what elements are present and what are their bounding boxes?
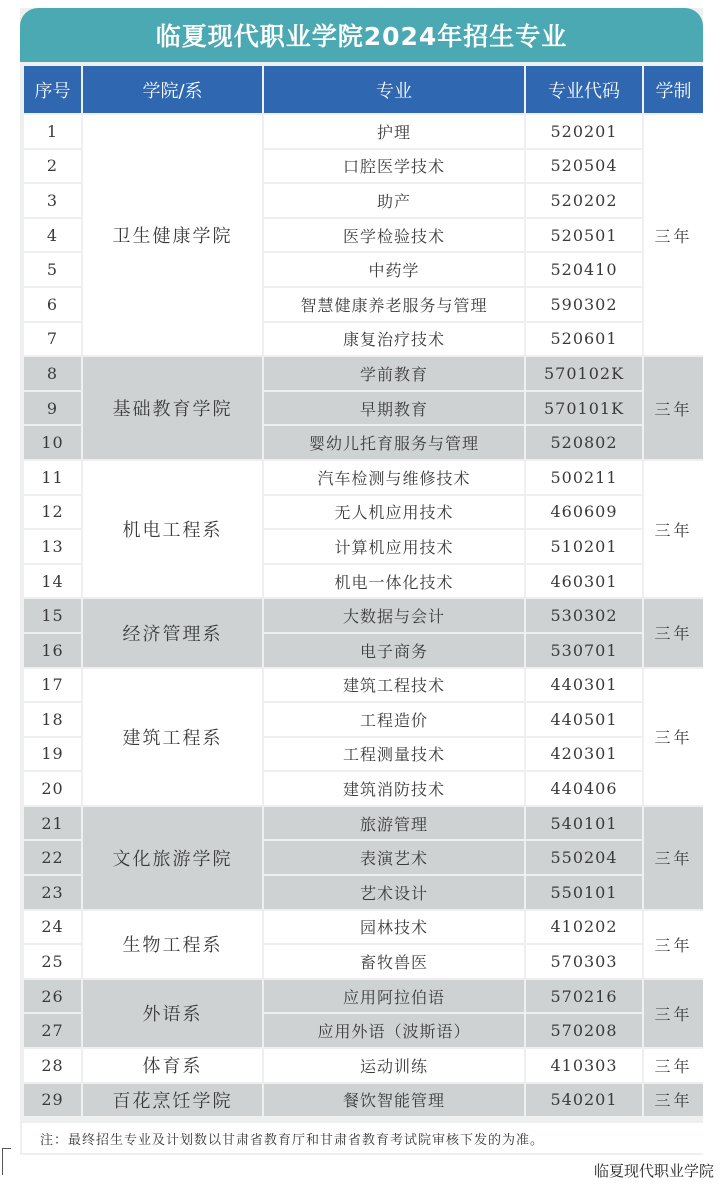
footnote (22, 1123, 703, 1153)
table-row (24, 115, 703, 148)
college-name: 文化旅游学院 (83, 807, 262, 909)
major-code: 570303 (526, 945, 642, 978)
major-code: 590302 (526, 288, 642, 321)
row-number: 19 (24, 738, 81, 771)
major-code: 440301 (526, 669, 642, 702)
major-name: 口腔医学技术 (264, 150, 524, 183)
major-code: 550204 (526, 841, 642, 874)
major-name: 婴幼儿托育服务与管理 (264, 426, 524, 459)
study-duration: 三年 (644, 669, 703, 805)
college-name: 百花烹饪学院 (83, 1084, 262, 1117)
major-name: 畜牧兽医 (264, 945, 524, 978)
table-header-row (24, 66, 703, 113)
major-code: 530302 (526, 599, 642, 632)
major-name: 康复治疗技术 (264, 323, 524, 356)
major-code: 440406 (526, 772, 642, 805)
college-name: 外语系 (83, 980, 262, 1047)
table-row (24, 1084, 703, 1117)
majors-table (22, 64, 705, 1118)
major-name: 早期教育 (264, 392, 524, 425)
major-code: 540101 (526, 807, 642, 840)
row-number: 24 (24, 911, 81, 944)
header-duration: 学制 (644, 66, 703, 113)
major-code: 440501 (526, 703, 642, 736)
row-number: 3 (24, 184, 81, 217)
major-name: 智慧健康养老服务与管理 (264, 288, 524, 321)
major-code: 520202 (526, 184, 642, 217)
major-code: 460301 (526, 565, 642, 598)
row-number: 13 (24, 530, 81, 563)
major-name: 大数据与会计 (264, 599, 524, 632)
major-code: 410202 (526, 911, 642, 944)
row-number: 25 (24, 945, 81, 978)
row-number: 5 (24, 253, 81, 286)
major-code: 410303 (526, 1049, 642, 1082)
row-number: 4 (24, 219, 81, 252)
row-number: 15 (24, 599, 81, 632)
row-number: 16 (24, 634, 81, 667)
major-name: 工程造价 (264, 703, 524, 736)
major-name: 中药学 (264, 253, 524, 286)
major-code: 520410 (526, 253, 642, 286)
major-name: 学前教育 (264, 357, 524, 390)
major-name: 电子商务 (264, 634, 524, 667)
row-number: 28 (24, 1049, 81, 1082)
page-title: 临夏现代职业学院2024年招生专业 (20, 8, 703, 62)
table-body (24, 115, 703, 1116)
row-number: 2 (24, 150, 81, 183)
study-duration: 三年 (644, 807, 703, 909)
college-name: 生物工程系 (83, 911, 262, 978)
table-row (24, 669, 703, 702)
major-code: 570216 (526, 980, 642, 1013)
study-duration: 三年 (644, 115, 703, 355)
row-number: 17 (24, 669, 81, 702)
major-code: 420301 (526, 738, 642, 771)
major-code: 520504 (526, 150, 642, 183)
admissions-poster (20, 8, 703, 1155)
row-number: 23 (24, 876, 81, 909)
header-code: 专业代码 (526, 66, 642, 113)
row-number: 7 (24, 323, 81, 356)
major-code: 520201 (526, 115, 642, 148)
study-duration: 三年 (644, 980, 703, 1047)
major-code: 520802 (526, 426, 642, 459)
college-name: 体育系 (83, 1049, 262, 1082)
major-name: 助产 (264, 184, 524, 217)
header-college: 学院/系 (83, 66, 262, 113)
row-number: 8 (24, 357, 81, 390)
major-name: 机电一体化技术 (264, 565, 524, 598)
major-name: 旅游管理 (264, 807, 524, 840)
major-name: 表演艺术 (264, 841, 524, 874)
major-code: 570208 (526, 1014, 642, 1047)
table-row (24, 599, 703, 632)
study-duration: 三年 (644, 911, 703, 978)
college-name: 基础教育学院 (83, 357, 262, 459)
header-major: 专业 (264, 66, 524, 113)
major-code: 570101K (526, 392, 642, 425)
row-number: 9 (24, 392, 81, 425)
row-number: 27 (24, 1014, 81, 1047)
major-name: 园林技术 (264, 911, 524, 944)
table-row (24, 980, 703, 1013)
major-code: 460609 (526, 496, 642, 529)
major-name: 护理 (264, 115, 524, 148)
major-name: 汽车检测与维修技术 (264, 461, 524, 494)
major-name: 无人机应用技术 (264, 496, 524, 529)
row-number: 29 (24, 1084, 81, 1117)
study-duration: 三年 (644, 1049, 703, 1082)
major-name: 计算机应用技术 (264, 530, 524, 563)
row-number: 20 (24, 772, 81, 805)
table-row (24, 1049, 703, 1082)
watermark-text: 临夏现代职业学院 (593, 1162, 714, 1180)
major-code: 510201 (526, 530, 642, 563)
row-number: 10 (24, 426, 81, 459)
major-name: 餐饮智能管理 (264, 1084, 524, 1117)
row-number: 11 (24, 461, 81, 494)
major-code: 550101 (526, 876, 642, 909)
major-name: 建筑消防技术 (264, 772, 524, 805)
college-name: 建筑工程系 (83, 669, 262, 805)
row-number: 14 (24, 565, 81, 598)
major-code: 530701 (526, 634, 642, 667)
row-number: 12 (24, 496, 81, 529)
row-number: 21 (24, 807, 81, 840)
row-number: 26 (24, 980, 81, 1013)
row-number: 18 (24, 703, 81, 736)
major-name: 医学检验技术 (264, 219, 524, 252)
table-row (24, 357, 703, 390)
major-name: 艺术设计 (264, 876, 524, 909)
major-code: 540201 (526, 1084, 642, 1117)
row-number: 22 (24, 841, 81, 874)
study-duration: 三年 (644, 599, 703, 666)
table-row (24, 461, 703, 494)
college-name: 经济管理系 (83, 599, 262, 666)
major-code: 500211 (526, 461, 642, 494)
header-no: 序号 (24, 66, 81, 113)
major-name: 应用外语（波斯语） (264, 1014, 524, 1047)
study-duration: 三年 (644, 1084, 703, 1117)
major-name: 建筑工程技术 (264, 669, 524, 702)
major-name: 工程测量技术 (264, 738, 524, 771)
major-name: 应用阿拉伯语 (264, 980, 524, 1013)
corner-mark (2, 1148, 11, 1175)
footnote-text: 注：最终招生专业及计划数以甘肃省教育厅和甘肃省教育考试院审核下发的为准。 (40, 1132, 545, 1148)
major-code: 570102K (526, 357, 642, 390)
major-code: 520501 (526, 219, 642, 252)
college-name: 卫生健康学院 (83, 115, 262, 355)
study-duration: 三年 (644, 461, 703, 597)
major-code: 520601 (526, 323, 642, 356)
college-name: 机电工程系 (83, 461, 262, 597)
row-number: 1 (24, 115, 81, 148)
table-row (24, 911, 703, 944)
table-row (24, 807, 703, 840)
study-duration: 三年 (644, 357, 703, 459)
row-number: 6 (24, 288, 81, 321)
major-name: 运动训练 (264, 1049, 524, 1082)
